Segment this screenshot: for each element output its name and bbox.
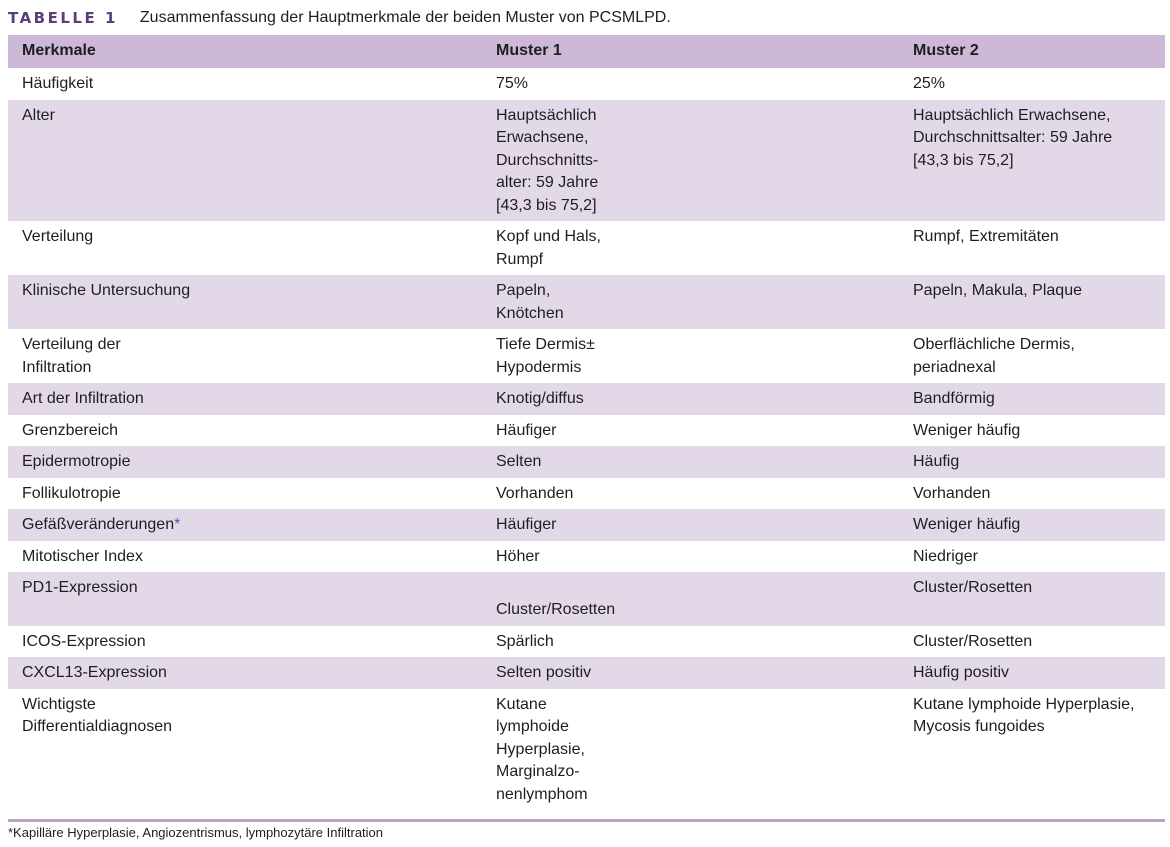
cell-line: CXCL13-Expression	[22, 664, 167, 681]
cell-line: Follikulotropie	[22, 484, 121, 502]
cell-merkmal	[8, 572, 482, 626]
cell-muster-2	[899, 626, 1165, 658]
cell-muster-1	[482, 329, 899, 383]
table-row	[8, 478, 1165, 510]
cell-muster-1	[482, 689, 899, 811]
cell-merkmal	[8, 275, 482, 329]
cell-line: Infiltration	[22, 358, 92, 376]
cell-line: Art der Infiltration	[22, 390, 144, 407]
cell-line: Weniger häufig	[913, 421, 1021, 439]
cell-line: Gefäßveränderungen	[22, 516, 175, 533]
cell-muster-1	[482, 415, 899, 447]
cell-line: 25%	[913, 75, 946, 92]
cell-line: Verteilung der	[22, 336, 121, 353]
cell-line: Bandförmig	[913, 390, 995, 407]
cell-merkmal	[8, 509, 482, 541]
cell-line: Spärlich	[496, 632, 554, 650]
header-muster-2: Muster 2	[913, 42, 979, 60]
table-row	[8, 572, 1165, 626]
table-row	[8, 541, 1165, 573]
cell-muster-2	[899, 446, 1165, 478]
cell-line: Hauptsächlich Erwachsene,	[913, 106, 1111, 124]
table-label: TABELLE 1	[8, 9, 118, 27]
header-merkmale: Merkmale	[22, 42, 96, 60]
cell-line: nenlymphom	[496, 785, 588, 803]
cell-muster-2	[899, 478, 1165, 510]
footnote: *Kapilläre Hyperplasie, Angiozentrismus, lymphozytäre Infiltration	[8, 825, 384, 840]
cell-muster-2	[899, 221, 1165, 275]
cell-merkmal	[8, 446, 482, 478]
cell-line: Verteilung	[22, 228, 94, 245]
cell-line: Häufig	[913, 453, 960, 470]
cell-line: Vorhanden	[496, 484, 574, 502]
cell-muster-2	[899, 689, 1165, 811]
cell-line: Durchschnitts-	[496, 151, 599, 169]
cell-line: Hauptsächlich	[496, 106, 597, 124]
cell-line: Selten	[496, 453, 542, 470]
cell-muster-1	[482, 446, 899, 478]
cell-muster-2	[899, 657, 1165, 689]
cell-muster-1	[482, 221, 899, 275]
cell-muster-2	[899, 329, 1165, 383]
table-bottom-rule	[8, 819, 1165, 822]
cell-line: Cluster/Rosetten	[913, 579, 1033, 596]
cell-line: Kutane lymphoide Hyperplasie,	[913, 695, 1135, 713]
cell-line: Häufig positiv	[913, 664, 1010, 681]
cell-merkmal	[8, 221, 482, 275]
cell-muster-2	[899, 100, 1165, 222]
cell-muster-1	[482, 383, 899, 415]
cell-merkmal	[8, 626, 482, 658]
cell-line: Differentialdiagnosen	[22, 718, 173, 735]
cell-line: Erwachsene,	[496, 129, 589, 146]
cell-muster-2	[899, 383, 1165, 415]
cell-line: Papeln,	[496, 282, 551, 299]
cell-line: Vorhanden	[913, 484, 991, 502]
cell-muster-2	[899, 541, 1165, 573]
cell-merkmal	[8, 689, 482, 811]
cell-line: Häufigkeit	[22, 75, 94, 92]
cell-muster-2	[899, 572, 1165, 626]
cell-muster-2	[899, 68, 1165, 100]
cell-line: PD1-Expression	[22, 579, 138, 596]
cell-line: Häufiger	[496, 421, 557, 439]
cell-line: Alter	[22, 106, 55, 124]
cell-merkmal	[8, 68, 482, 100]
table-row	[8, 626, 1165, 658]
cell-line: Durchschnittsalter: 59 Jahre	[913, 129, 1113, 146]
table-row	[8, 415, 1165, 447]
table-row	[8, 383, 1165, 415]
table-row	[8, 275, 1165, 329]
table-row	[8, 509, 1165, 541]
table-row	[8, 446, 1165, 478]
cell-line: Knötchen	[496, 304, 564, 322]
cell-muster-2	[899, 275, 1165, 329]
cell-line: Knotig/diffus	[496, 390, 584, 407]
cell-line: Niedriger	[913, 547, 978, 565]
cell-line: Rumpf, Extremitäten	[913, 228, 1059, 245]
cell-line: periadnexal	[913, 358, 996, 376]
cell-muster-1	[482, 509, 899, 541]
cell-line: Oberflächliche Dermis,	[913, 336, 1075, 353]
table-row	[8, 657, 1165, 689]
table-row	[8, 68, 1165, 100]
cell-merkmal	[8, 415, 482, 447]
cell-line: Epidermotropie	[22, 453, 131, 470]
cell-line: 75%	[496, 75, 529, 92]
cell-merkmal	[8, 541, 482, 573]
cell-line: alter: 59 Jahre	[496, 174, 599, 191]
table-row	[8, 329, 1165, 383]
table-row	[8, 100, 1165, 222]
cell-line: Marginalzo-	[496, 763, 580, 780]
cell-muster-1	[482, 541, 899, 573]
cell-merkmal	[8, 383, 482, 415]
table-title: Zusammenfassung der Hauptmerkmale der beiden Muster von PCSMLPD.	[139, 9, 671, 26]
cell-line: [43,3 bis 75,2]	[913, 151, 1014, 169]
cell-muster-2	[899, 415, 1165, 447]
cell-merkmal	[8, 100, 482, 222]
cell-line: Grenzbereich	[22, 421, 119, 439]
cell-line: Cluster/Rosetten	[913, 632, 1033, 650]
cell-line: lymphoide	[496, 718, 569, 735]
cell-muster-1	[482, 100, 899, 222]
cell-line: Selten positiv	[496, 664, 592, 681]
table-caption	[8, 4, 671, 32]
cell-muster-1	[482, 68, 899, 100]
cell-line: Cluster/Rosetten	[496, 601, 616, 618]
cell-line: Klinische Untersuchung	[22, 282, 191, 299]
cell-line: Mitotischer Index	[22, 547, 143, 565]
cell-muster-1	[482, 275, 899, 329]
cell-muster-2	[899, 509, 1165, 541]
cell-muster-1	[482, 478, 899, 510]
cell-line: Mycosis fungoides	[913, 718, 1045, 735]
cell-line: [43,3 bis 75,2]	[496, 196, 597, 214]
cell-line: Wichtigste	[22, 695, 96, 713]
table-header-row	[8, 35, 1165, 68]
footnote-marker: *	[174, 516, 181, 533]
cell-line: Papeln, Makula, Plaque	[913, 282, 1082, 299]
table-row	[8, 689, 1165, 811]
cell-muster-1	[482, 572, 899, 626]
cell-line: Rumpf	[496, 250, 544, 268]
header-muster-1: Muster 1	[496, 42, 562, 60]
cell-line: Weniger häufig	[913, 516, 1021, 533]
cell-line: Tiefe Dermis±	[496, 336, 595, 353]
features-table	[8, 35, 1165, 810]
cell-line: Kopf und Hals,	[496, 228, 601, 245]
cell-line: Hypodermis	[496, 358, 582, 376]
cell-merkmal	[8, 478, 482, 510]
cell-muster-1	[482, 626, 899, 658]
cell-line: Höher	[496, 547, 540, 565]
cell-muster-1	[482, 657, 899, 689]
cell-line: Hyperplasie,	[496, 740, 585, 758]
cell-line: Häufiger	[496, 516, 557, 533]
table-row	[8, 221, 1165, 275]
cell-line: Kutane	[496, 695, 547, 713]
cell-merkmal	[8, 329, 482, 383]
cell-line: ICOS-Expression	[22, 632, 146, 650]
cell-merkmal	[8, 657, 482, 689]
